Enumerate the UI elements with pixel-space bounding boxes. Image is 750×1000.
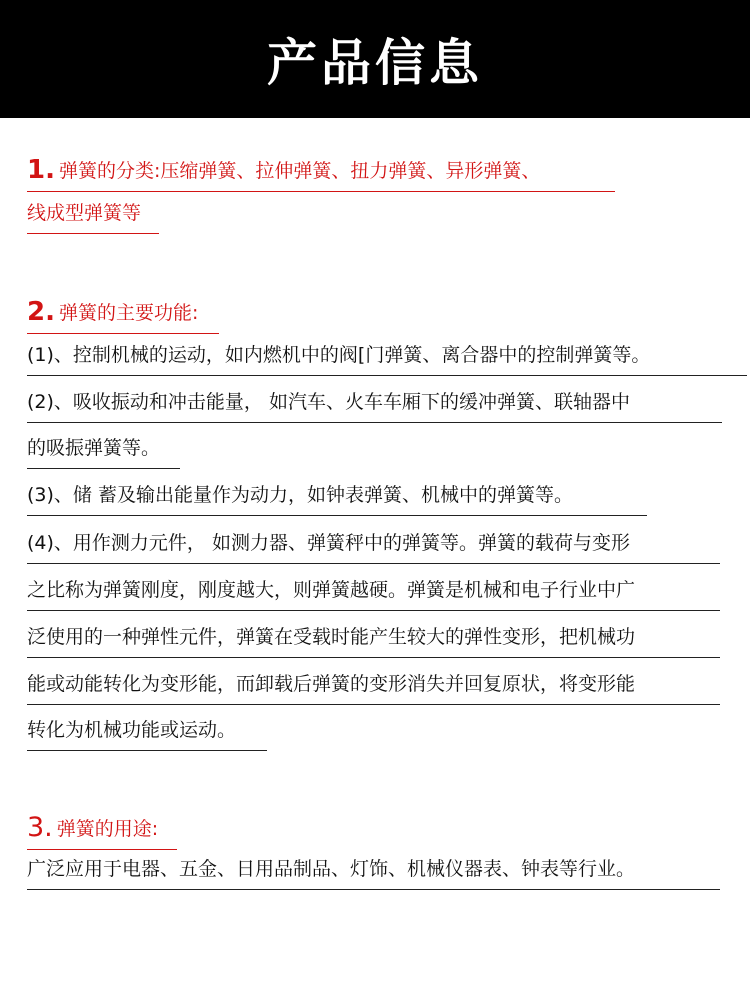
section2-line-2-text: (2)、吸收振动和冲击能量， 如汽车、火车车厢下的缓冲弹簧、联轴器中 [27,391,630,413]
section2-heading-text: 弹簧的主要功能: [58,302,199,324]
section2-line-9-text: 转化为机械功能或运动。 [27,719,237,741]
section2-line-2 [27,389,722,423]
section3-heading [27,812,177,850]
section1-number: 1. [27,155,55,185]
section2-line-3 [27,435,180,469]
page-title: 产品信息 [267,34,483,92]
section2-line-8-text: 能或动能转化为变形能，而卸载后弹簧的变形消失并回复原状，将变形能 [27,673,636,695]
page-header [0,0,750,118]
section2-line-4 [27,482,647,516]
section2-line-5 [27,530,720,564]
section1-line1 [27,157,615,192]
section2-line-6 [27,577,720,611]
section1-line2 [27,200,159,234]
section2-number: 2. [27,297,55,327]
section2-line-8 [27,671,720,705]
section2-line-7 [27,624,720,658]
section2-heading [27,299,219,334]
section3-heading-text: 弹簧的用途: [56,818,159,840]
section2-line-1 [27,342,747,376]
section3-number: 3. [27,812,53,843]
section3-line [27,856,720,890]
section1-text-line1: 弹簧的分类:压缩弹簧、拉伸弹簧、扭力弹簧、异形弹簧、 [58,160,541,182]
section2-line-9 [27,717,267,751]
section1-text-line2: 线成型弹簧等 [27,202,142,224]
section3-line-text: 广泛应用于电器、五金、日用品制品、灯饰、机械仪器表、钟表等行业。 [27,858,636,880]
section2-line-3-text: 的吸振弹簧等。 [27,437,161,459]
section2-line-4-text: (3)、储 蓄及输出能量作为动力，如钟表弹簧、机械中的弹簧等。 [27,484,573,506]
section2-line-1-text: (1)、控制机械的运动，如内燃机中的阀[门弹簧、离合器中的控制弹簧等。 [27,344,651,366]
section2-line-5-text: (4)、用作测力元件， 如测力器、弹簧秤中的弹簧等。弹簧的载荷与变形 [27,532,630,554]
section2-line-7-text: 泛使用的一种弹性元件，弹簧在受载时能产生较大的弹性变形，把机械功 [27,626,636,648]
section2-line-6-text: 之比称为弹簧刚度，刚度越大，则弹簧越硬。弹簧是机械和电子行业中广 [27,579,636,601]
